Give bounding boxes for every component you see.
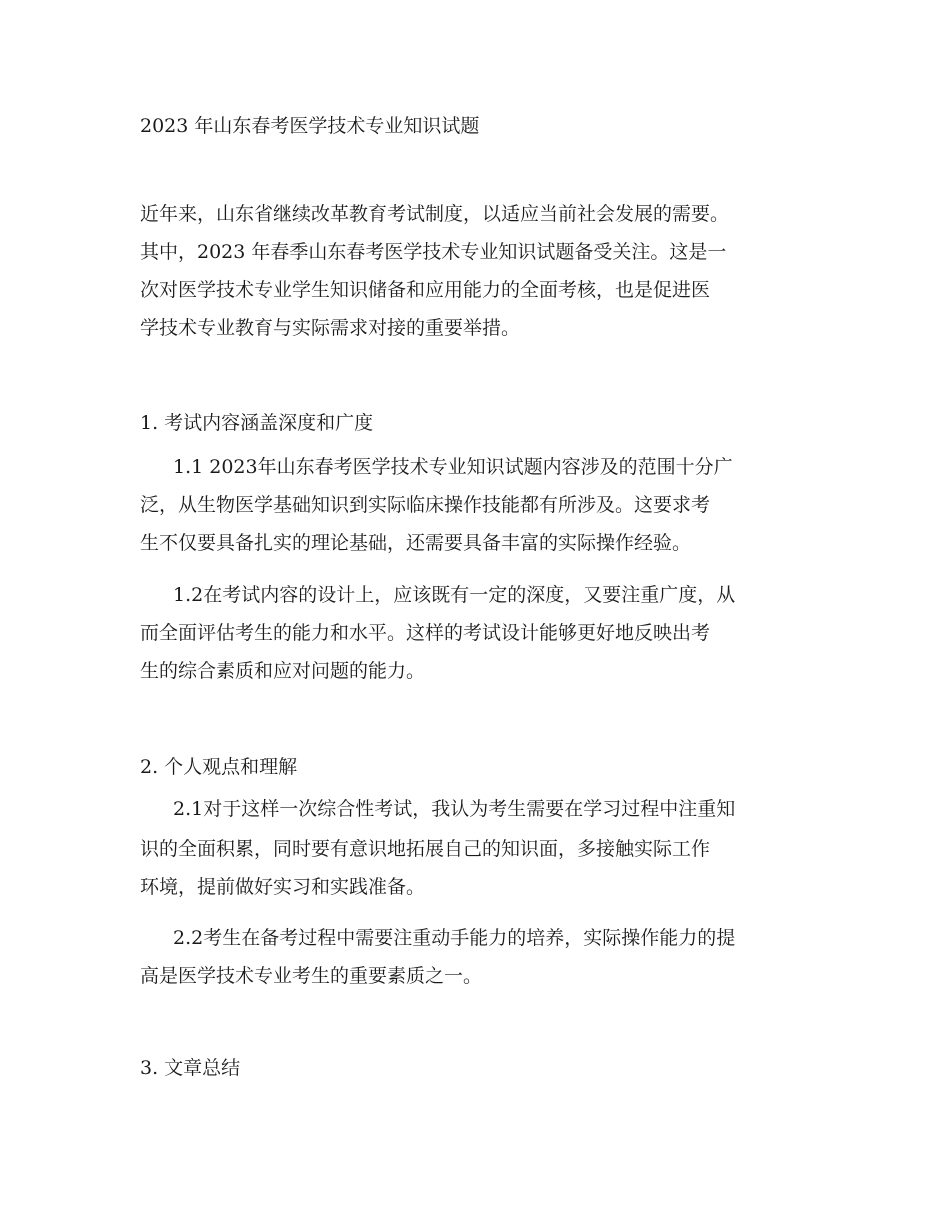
paragraph-line: 2.1对于这样一次综合性考试，我认为考生需要在学习过程中注重知	[173, 798, 736, 820]
intro-line: 其中，2023 年春季山东春考医学技术专业知识试题备受关注。这是一	[140, 241, 727, 263]
section-1-heading: 1. 考试内容涵盖深度和广度	[140, 412, 374, 434]
paragraph-line: 2.2考生在备考过程中需要注重动手能力的培养，实际操作能力的提	[173, 927, 736, 949]
intro-line: 次对医学技术专业学生知识储备和应用能力的全面考核，也是促进医	[140, 279, 711, 301]
paragraph-line: 生的综合素质和应对问题的能力。	[140, 660, 426, 682]
paragraph-line: 1.2在考试内容的设计上，应该既有一定的深度，又要注重广度，从	[173, 584, 736, 606]
paragraph-line: 环境，提前做好实习和实践准备。	[140, 876, 426, 898]
paragraph-line: 而全面评估考生的能力和水平。这样的考试设计能够更好地反映出考	[140, 622, 711, 644]
section-2-heading: 2. 个人观点和理解	[140, 756, 298, 778]
section-3-heading: 3. 文章总结	[140, 1057, 241, 1079]
paragraph-line: 泛，从生物医学基础知识到实际临床操作技能都有所涉及。这要求考	[140, 494, 711, 516]
paragraph-line: 生不仅要具备扎实的理论基础，还需要具备丰富的实际操作经验。	[140, 532, 692, 554]
intro-line: 学技术专业教育与实际需求对接的重要举措。	[140, 317, 521, 339]
intro-line: 近年来，山东省继续改革教育考试制度，以适应当前社会发展的需要。	[140, 203, 730, 225]
paragraph-line: 高是医学技术专业考生的重要素质之一。	[140, 965, 483, 987]
paragraph-line: 识的全面积累，同时要有意识地拓展自己的知识面，多接触实际工作	[140, 838, 711, 860]
document-title: 2023 年山东春考医学技术专业知识试题	[140, 115, 480, 137]
paragraph-line: 1.1 2023年山东春考医学技术专业知识试题内容涉及的范围十分广	[173, 456, 733, 478]
